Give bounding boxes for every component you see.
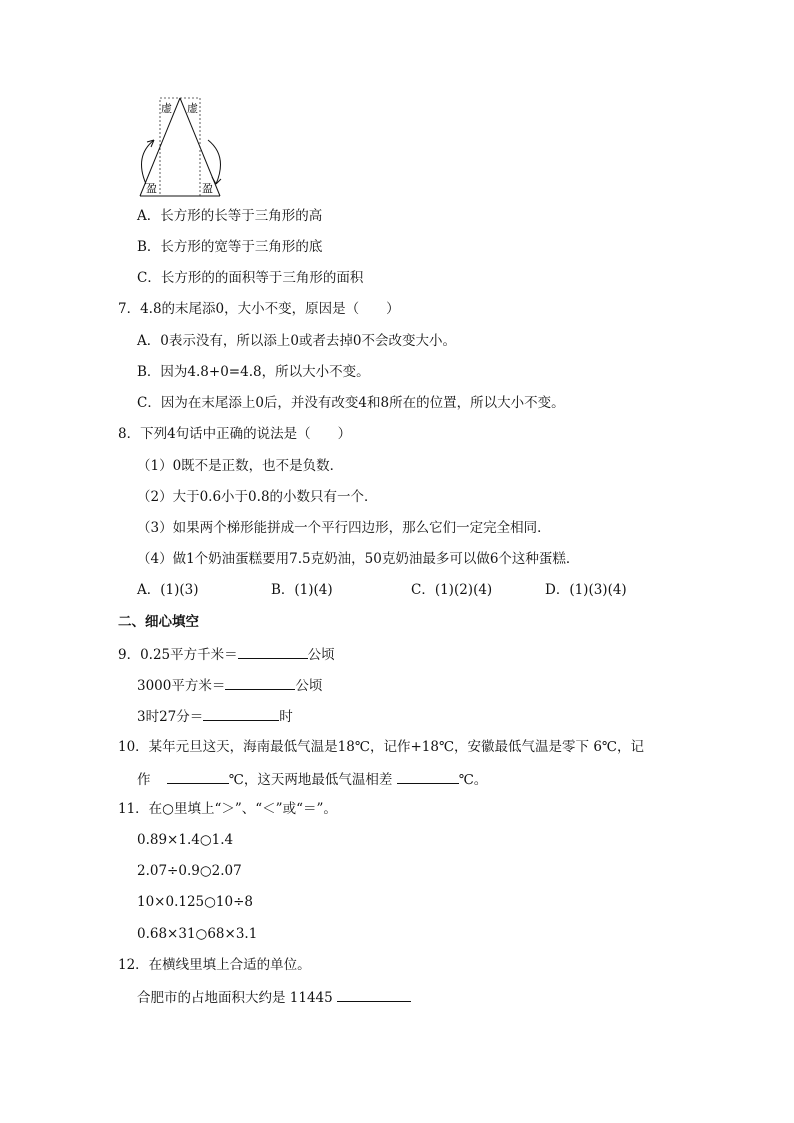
- q9-blank-3[interactable]: [203, 706, 279, 721]
- q12-line-1: [137, 987, 411, 1007]
- q9-line-3-suffix: 时: [279, 709, 293, 725]
- q8-options-row: [137, 581, 627, 599]
- q12-line-1-prefix: 合肥市的占地面积大约是 11445: [137, 990, 338, 1006]
- q10-line-2-prefix: 作: [137, 772, 155, 788]
- q10-blank-1[interactable]: [167, 769, 229, 784]
- label-top-left: 虚: [161, 102, 172, 115]
- q10-line-2-suffix: ℃。: [458, 772, 488, 788]
- q9-line-1-prefix: 9．0.25平方千米＝: [118, 647, 238, 663]
- q10-line-2: [137, 769, 487, 789]
- q9-line-2: [137, 675, 322, 695]
- q8-option-b: B．(1)(4): [271, 582, 333, 598]
- q6-option-b: B．长方形的宽等于三角形的底: [137, 239, 323, 255]
- q9-line-1: [118, 644, 335, 664]
- q7-option-a: A．0表示没有，所以添上0或者去掉0不会改变大小。: [137, 333, 457, 349]
- q9-blank-2[interactable]: [225, 675, 295, 690]
- q6-option-c: C．长方形的的面积等于三角形的面积: [137, 270, 364, 286]
- q8-option-a: A．(1)(3): [137, 582, 199, 598]
- q8-statement-4: （4）做1个奶油蛋糕要用7.5克奶油，50克奶油最多可以做6个这种蛋糕．: [137, 551, 580, 567]
- q12-stem: 12．在横线里填上合适的单位。: [118, 957, 311, 973]
- q10-blank-2[interactable]: [397, 769, 459, 784]
- q12-blank-1[interactable]: [337, 987, 411, 1002]
- q11-item-2: 2.07÷0.9○2.07: [137, 863, 242, 879]
- q11-item-3: 10×0.125○10÷8: [137, 894, 253, 910]
- q6-option-a: A．长方形的长等于三角形的高: [137, 208, 323, 224]
- q8-statement-3: （3）如果两个梯形能拼成一个平行四边形，那么它们一定完全相同．: [137, 520, 551, 536]
- q11-stem: 11．在○里填上“＞”、“＜”或“＝”。: [118, 801, 337, 817]
- q10-line-1: 10．某年元旦这天，海南最低气温是18℃，记作+18℃，安徽最低气温是零下 6℃，记: [118, 739, 645, 755]
- label-bottom-right: 盈: [202, 182, 213, 195]
- section-2-title: 二、细心填空: [118, 614, 199, 630]
- q8-statement-2: （2）大于0.6小于0.8的小数只有一个．: [137, 489, 378, 505]
- q9-line-2-prefix: 3000平方米＝: [137, 678, 226, 694]
- q7-option-c: C．因为在末尾添上0后，并没有改变4和8所在的位置，所以大小不变。: [137, 395, 565, 411]
- q9-line-2-suffix: 公顷: [295, 678, 323, 694]
- q11-item-1: 0.89×1.4○1.4: [137, 832, 234, 848]
- q11-item-4: 0.68×31○68×3.1: [137, 926, 258, 942]
- label-top-right: 虚: [187, 102, 198, 115]
- q8-stem: 8．下列4句话中正确的说法是（ ）: [118, 426, 352, 442]
- q10-line-2-mid: ℃，这天两地最低气温相差: [228, 772, 397, 788]
- figure-svg: [132, 96, 228, 200]
- q9-line-3-prefix: 3时27分＝: [137, 709, 204, 725]
- q8-option-d: D．(1)(3)(4): [545, 582, 627, 598]
- q8-statement-1: （1）0既不是正数，也不是负数．: [137, 458, 344, 474]
- q9-blank-1[interactable]: [238, 644, 308, 659]
- q7-option-b: B．因为4.8+0=4.8，所以大小不变。: [137, 364, 370, 380]
- q8-option-c: C．(1)(2)(4): [411, 582, 493, 598]
- right-arrow: [208, 140, 221, 184]
- triangle-rectangle-figure: [132, 96, 228, 200]
- q9-line-3: [137, 706, 293, 726]
- q7-stem: 7．4.8的末尾添0，大小不变，原因是（ ）: [118, 301, 400, 317]
- q9-line-1-suffix: 公顷: [307, 647, 335, 663]
- label-bottom-left: 盈: [146, 182, 157, 195]
